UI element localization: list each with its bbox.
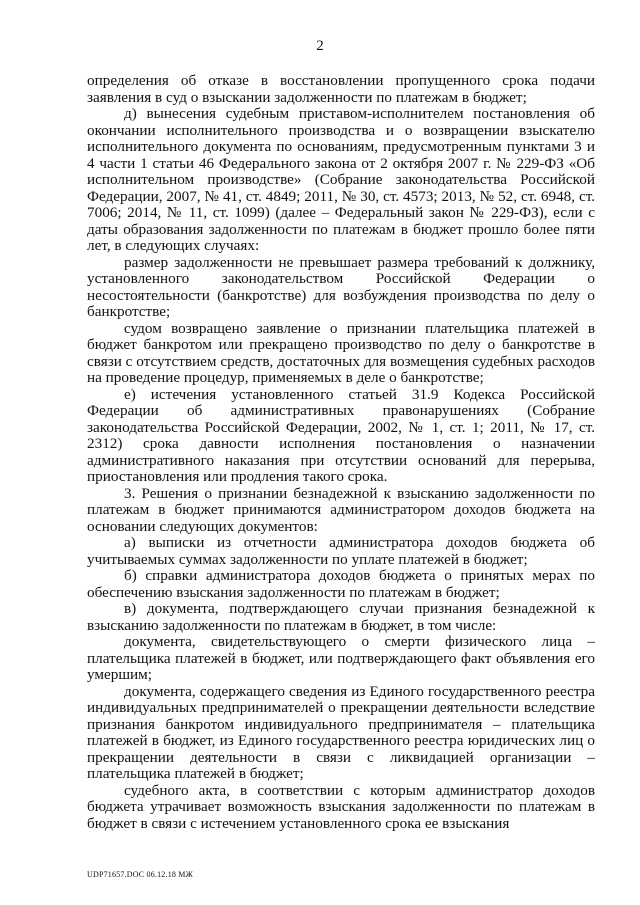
paragraph-5: е) истечения установленного статьей 31.9 Кодекса Российской Федерации об административных правонарушениях (Собрание законодательства Российской Федерации, 2002, № 1, ст. 1; 2011, № 17, ст. 2312) срока давности исполнения постановления о назначении административного наказания при отсутствии оснований для перерыва, приостановления или продления такого срока. xyxy=(87,385,595,485)
page-number: 2 xyxy=(316,38,324,54)
paragraph-9: в) документа, подтверждающего случаи признания безнадежной к взысканию задолженности по платежам в бюджет, в том числе: xyxy=(87,600,595,634)
paragraph-3: размер задолженности не превышает размера требований к должнику, установленного законодательством Российской Федерации о несостоятельности (банкротстве) для возбуждения производства по делу о банкротстве; xyxy=(87,253,595,320)
document-body xyxy=(87,73,595,832)
paragraph-11: документа, содержащего сведения из Единого государственного реестра индивидуальных предпринимателей о прекращении деятельности вследствие признания банкротом индивидуального предпринимателя – плательщика платежей в бюджет, из Единого государственного реестра юридических лиц о прекращении деятельности в связи с ликвидацией организации – плательщика платежей в бюджет; xyxy=(87,682,595,782)
paragraph-4: судом возвращено заявление о признании плательщика платежей в бюджет банкротом или прекращено производство по делу о банкротстве в связи с отсутствием средств, достаточных для возмещения судебных расходов на проведение процедур, применяемых в деле о банкротстве; xyxy=(87,319,595,386)
paragraph-12: судебного акта, в соответствии с которым администратор доходов бюджета утрачивает возможность взыскания задолженности по платежам в бюджет в связи с истечением установленного срока ее взыскания xyxy=(87,781,595,832)
paragraph-1: определения об отказе в восстановлении пропущенного срока подачи заявления в суд о взыскании задолженности по платежам в бюджет; xyxy=(87,72,595,106)
document-footer: UDP71657.DOC 06.12.18 МЖ xyxy=(87,870,193,879)
paragraph-7: а) выписки из отчетности администратора доходов бюджета об учитываемых суммах задолженности по уплате платежей в бюджет; xyxy=(87,534,595,568)
paragraph-8: б) справки администратора доходов бюджета о принятых мерах по обеспечению взыскания задолженности по платежам в бюджет; xyxy=(87,567,595,601)
paragraph-2: д) вынесения судебным приставом-исполнителем постановления об окончании исполнительного производства и о возвращении взыскателю исполнительного документа по основаниям, предусмотренным пунктами 3 и 4 части 1 статьи 46 Федерального закона от 2 октября 2007 г. № 229-ФЗ «Об исполнительном производстве» (Собрание законодательства Российской Федерации, 2007, № 41, ст. 4849; 2011, № 30, ст. 4573; 2013, № 52, ст. 6948, ст. 7006; 2014, № 11, ст. 1099) (далее – Федеральный закон № 229-ФЗ), если с даты образования задолженности по платежам в бюджет прошло более пяти лет, в следующих случаях: xyxy=(87,105,595,254)
paragraph-6: 3. Решения о признании безнадежной к взысканию задолженности по платежам в бюджет принимаются администратором доходов бюджета на основании следующих документов: xyxy=(87,484,595,535)
paragraph-10: документа, свидетельствующего о смерти физического лица – плательщика платежей в бюджет, или подтверждающего факт объявления его умершим; xyxy=(87,633,595,683)
